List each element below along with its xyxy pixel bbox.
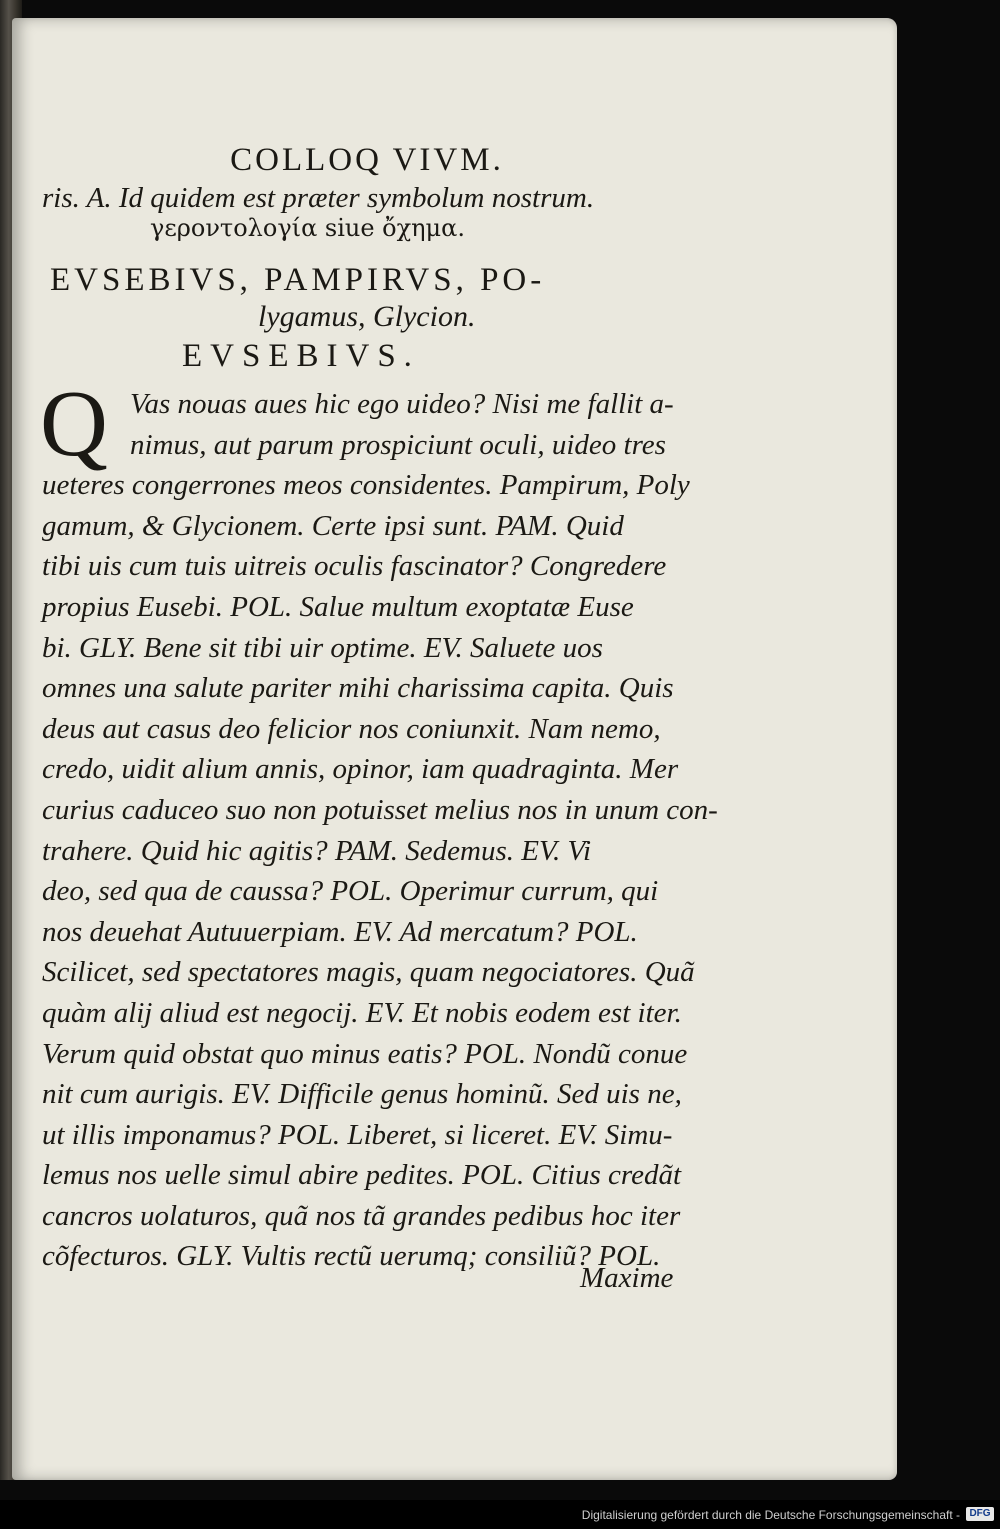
speakers-line-1: EVSEBIVS, PAMPIRVS, PO-: [50, 262, 546, 298]
footer-credit: Digitalisierung gefördert durch die Deutsche Forschungsgemeinschaft -: [581, 1508, 960, 1522]
body-line: deus aut casus deo felicior nos coniunxit. Nam nemo,: [42, 712, 661, 745]
body-line: Vas nouas aues hic ego uideo? Nisi me fallit a-: [130, 388, 674, 420]
body-line: trahere. Quid hic agitis? PAM. Sedemus. EV. Vi: [42, 834, 592, 867]
body-line: bi. GLY. Bene sit tibi uir optime. EV. Saluete uos: [42, 631, 603, 664]
body-line: gamum, & Glycionem. Certe ipsi sunt. PAM. Quid: [42, 509, 624, 542]
body-line: deo, sed qua de caussa? POL. Operimur currum, qui: [42, 875, 659, 908]
running-head: COLLOQ VIVM.: [230, 142, 504, 178]
body-line: nit cum aurigis. EV. Difficile genus hominũ. Sed uis ne,: [42, 1078, 682, 1111]
dfg-logo: DFG: [966, 1507, 994, 1521]
body-text: [40, 372, 718, 1277]
body-line: Verum quid obstat quo minus eatis? POL. Nondũ conue: [42, 1037, 688, 1070]
body-line: nos deuehat Autuuerpiam. EV. Ad mercatum? POL.: [42, 915, 638, 948]
body-line: credo, uidit alium annis, opinor, iam quadraginta. Mer: [42, 753, 679, 786]
body-line: tibi uis cum tuis uitreis oculis fascinator? Congredere: [42, 550, 667, 583]
body-line: nimus, aut parum prospiciunt oculi, uideo tres: [130, 428, 666, 461]
body-line: quàm alij aliud est negocij. EV. Et nobis eodem est iter.: [42, 996, 682, 1029]
body-line: ueteres congerrones meos considentes. Pampirum, Poly: [42, 469, 690, 502]
body-line: curius caduceo suo non potuisset melius nos in unum con-: [42, 793, 718, 826]
body-line: omnes una salute pariter mihi charissima capita. Quis: [42, 672, 674, 705]
body-line: cõfecturos. GLY. Vultis rectũ uerumq; consiliũ? POL.: [42, 1240, 661, 1273]
body-line: cancros uolaturos, quã nos tã grandes pedibus hoc iter: [42, 1199, 681, 1232]
speakers-line-2: lygamus, Glycion.: [258, 300, 476, 333]
body-line: Scilicet, sed spectatores magis, quam negociatores. Quã: [42, 956, 695, 989]
body-line: ut illis imponamus? POL. Liberet, si liceret. EV. Simu-: [42, 1118, 673, 1151]
drop-cap-initial: Q: [40, 372, 108, 476]
first-line-block: [42, 178, 702, 219]
speaker-heading: EVSEBIVS.: [182, 338, 420, 374]
footer-bar: [0, 1500, 1000, 1529]
body-line: lemus nos uelle simul abire pedites. POL. Citius credãt: [42, 1159, 682, 1192]
body-line: propius Eusebi. POL. Salue multum exoptatӕ Euse: [42, 590, 634, 623]
greek-title: γεροντολογία siue ὄχημα.: [150, 214, 465, 242]
first-line: ris. A. Id quidem est prӕter symbolum nostrum.: [42, 182, 595, 214]
catchword: Maxime: [580, 1262, 674, 1294]
